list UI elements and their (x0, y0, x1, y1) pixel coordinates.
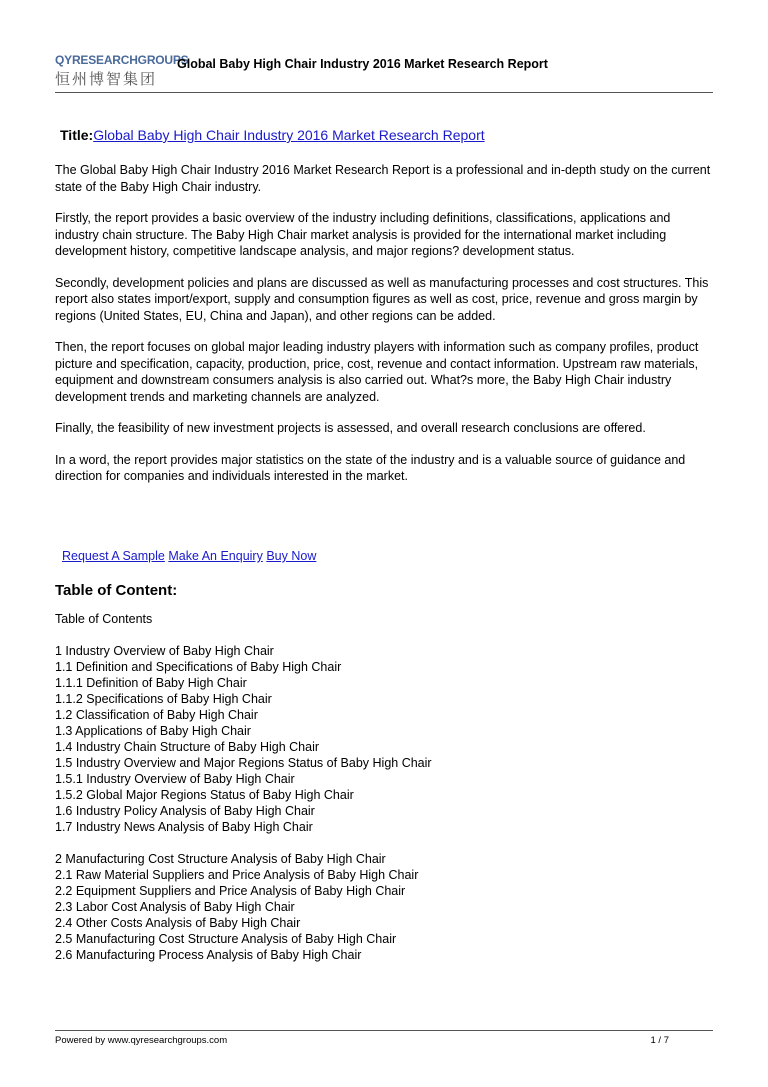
toc-subheading: Table of Contents (55, 612, 153, 626)
toc-item: 1.1.2 Specifications of Baby High Chair (55, 692, 272, 706)
toc-item: 1.6 Industry Policy Analysis of Baby High Chair (55, 804, 315, 818)
toc-item: 2.3 Labor Cost Analysis of Baby High Chair (55, 900, 295, 914)
buy-now-link[interactable]: Buy Now (266, 549, 317, 563)
paragraph-in-a-word: In a word, the report provides major statistics on the state of the industry and is a valuable source of guidance and direction for companies and individuals interested in the market. (55, 452, 686, 483)
toc-item: 2.5 Manufacturing Cost Structure Analysis of Baby High Chair (55, 932, 397, 946)
toc-spacer (55, 835, 715, 851)
logo-chinese-text: 恒州博智集团 (55, 70, 158, 88)
page-footer (55, 1030, 713, 1047)
company-logo (55, 53, 189, 88)
report-title-link[interactable]: Global Baby High Chair Industry 2016 Market Research Report (93, 127, 485, 143)
title-label: Title: (60, 127, 94, 143)
toc-item: 1 Industry Overview of Baby High Chair (55, 644, 274, 658)
paragraph-finally: Finally, the feasibility of new investment projects is assessed, and overall research conclusions are offered. (55, 421, 646, 435)
toc-heading: Table of Content: (55, 582, 178, 599)
toc-spacer (55, 627, 715, 643)
paragraph-firstly: Firstly, the report provides a basic overview of the industry including definitions, classifications, applications and industry chain structure. The Baby High Chair market analysis is provided for the international market including development history, competitive landscape analysis, and major regions? development status. (55, 211, 671, 258)
toc-item: 1.1 Definition and Specifications of Baby High Chair (55, 660, 342, 674)
toc-item: 2.1 Raw Material Suppliers and Price Analysis of Baby High Chair (55, 868, 419, 882)
toc-item: 1.5 Industry Overview and Major Regions Status of Baby High Chair (55, 756, 432, 770)
powered-by-text: Powered by www.qyresearchgroups.com (55, 1035, 228, 1046)
make-enquiry-link[interactable]: Make An Enquiry (168, 549, 263, 563)
paragraph-secondly: Secondly, development policies and plans are discussed as well as manufacturing processes and cost structures. This report also states import/export, supply and consumption figures as well as cost, price, revenue and gross margin by regions (United States, EU, China and Japan), and other regions can be added. (55, 275, 709, 323)
logo-english-text: QYRESEARCHGROUPS (55, 53, 189, 67)
toc-item: 2 Manufacturing Cost Structure Analysis of Baby High Chair (55, 852, 386, 866)
paragraph-intro: The Global Baby High Chair Industry 2016 Market Research Report is a professional and in-depth study on the current state of the Baby High Chair industry. (55, 163, 711, 194)
report-description (55, 162, 715, 500)
toc-item: 1.4 Industry Chain Structure of Baby High Chair (55, 740, 320, 754)
toc-item: 2.4 Other Costs Analysis of Baby High Chair (55, 916, 301, 930)
page-number: 1 / 7 (650, 1035, 669, 1046)
paragraph-then: Then, the report focuses on global major leading industry players with information such as company profiles, product picture and specification, capacity, production, price, cost, revenue and contact information. Upstream raw materials, equipment and downstream consumers analysis is also carried out. What?s more, the Baby High Chair industry development trends and marketing channels are analyzed. (55, 340, 699, 404)
toc-item: 1.1.1 Definition of Baby High Chair (55, 676, 247, 690)
toc-item: 1.7 Industry News Analysis of Baby High Chair (55, 820, 313, 834)
toc-item: 1.2 Classification of Baby High Chair (55, 708, 258, 722)
page-header (55, 50, 713, 93)
action-links (62, 549, 316, 563)
toc-item: 1.5.1 Industry Overview of Baby High Chair (55, 772, 295, 786)
request-sample-link[interactable]: Request A Sample (62, 549, 165, 563)
toc-item: 1.3 Applications of Baby High Chair (55, 724, 251, 738)
report-title-line (60, 127, 485, 143)
toc-item: 2.2 Equipment Suppliers and Price Analysis of Baby High Chair (55, 884, 406, 898)
toc-item: 1.5.2 Global Major Regions Status of Baby High Chair (55, 788, 354, 802)
table-of-contents (55, 611, 715, 963)
toc-item: 2.6 Manufacturing Process Analysis of Baby High Chair (55, 948, 362, 962)
header-title: Global Baby High Chair Industry 2016 Market Research Report (177, 57, 548, 71)
